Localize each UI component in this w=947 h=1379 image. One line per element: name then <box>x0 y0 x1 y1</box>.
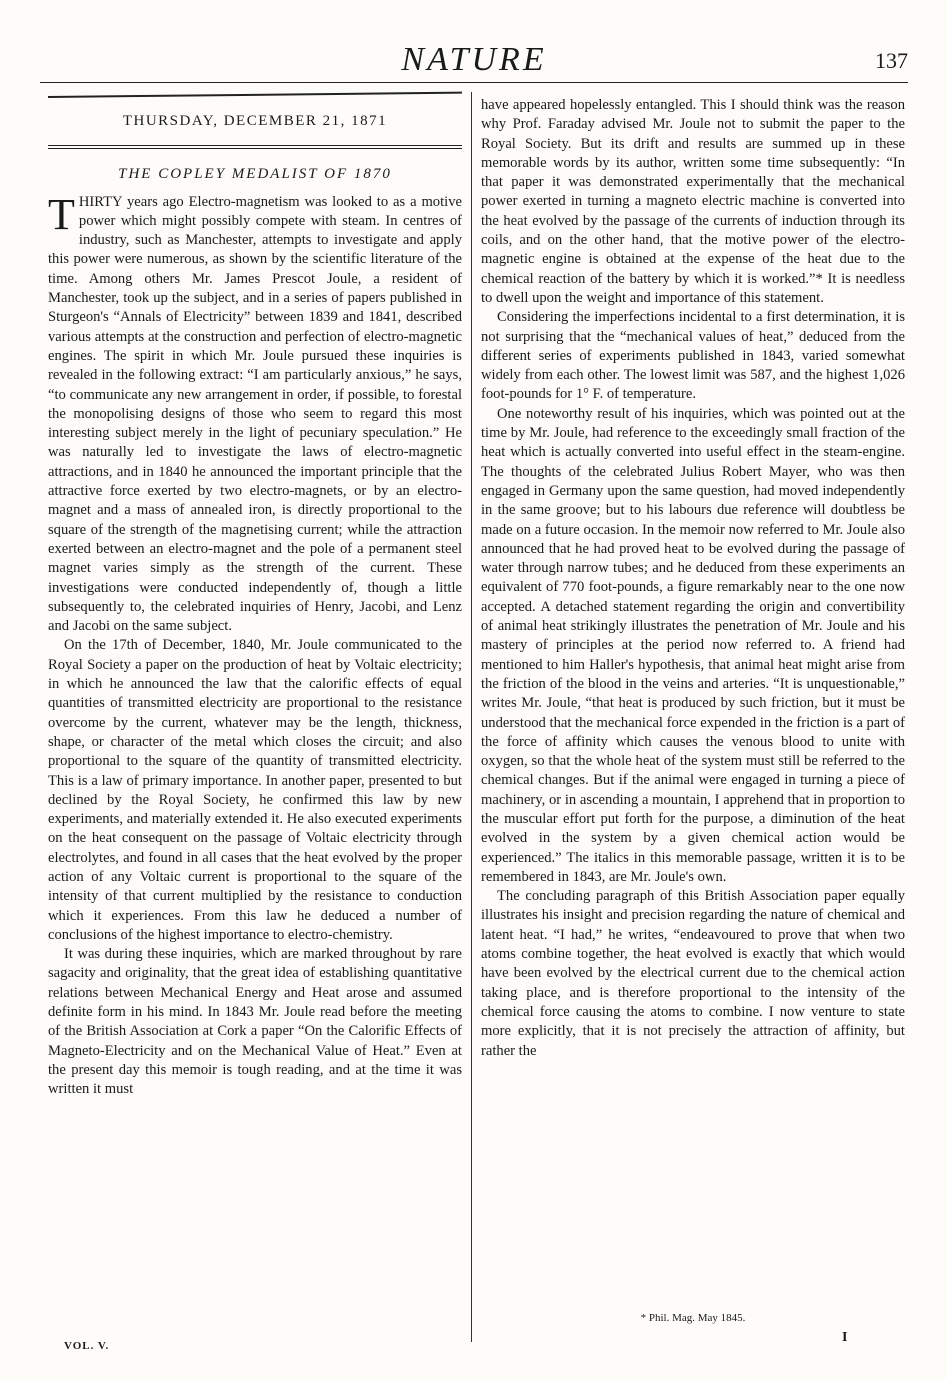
paragraph: One noteworthy result of his inquiries, which was pointed out at the time by Mr. Joule, had reference to the exceedingly small fraction of the heat which is actually converted into useful effect in the steam-engine. The thoughts of the celebrated Julius Robert Mayer, who was then engaged in Germany upon the same question, had moved independently in the same groove; but to his labours due reference will doubtless be made on a future occasion. In the memoir now referred to Mr. Joule also announced that he had proved heat to be evolved during the passage of water through narrow tubes; and he deduced from these experiments an equivalent of 770 foot-pounds, a figure remarkably near to the one now accepted. A detached statement regarding the origin and convertibility of animal heat strikingly illustrates the penetration of Mr. Joule and his mastery of principles at the period now referred to. A friend had mentioned to him Haller's hypothesis, that animal heat might arise from the friction of the blood in the veins and arteries. “It is unquestionable,” writes Mr. Joule, “that heat is produced by such friction, but it must be understood that the mechanical force expended in the friction is a part of the force of affinity which causes the venous blood to unite with oxygen, so that the whole heat of the system must still be referred to the chemical changes. But if the animal were engaged in turning a piece of machinery, or in ascending a mountain, I apprehend that in proportion to the muscular effort put forth for the purpose, a diminution of the heat evolved in the system by a given chemical action would be experienced.” The italics in this memorable passage, written it is to be remembered in 1843, are Mr. Joule's own. <box>481 405 905 885</box>
paragraph: have appeared hopelessly entangled. This I should think was the reason why Prof. Faraday advised Mr. Joule not to submit the paper to the Royal Society. But its drift and results are summed up in these memorable words by its author, written some time subsequently: “In that paper it was demonstrated experimentally that the mechanical power exerted in turning a magneto electric machine is converted into the heat evolved by the passage of the currents of induction through its coils, and on the other hand, that the motive power of the electro-magnetic engine is obtained at the expense of the heat due to the chemical reaction of the battery by which it is worked.”* It is needless to dwell upon the weight and importance of this statement. <box>481 97 905 306</box>
paragraph: Considering the imperfections incidental to a first determination, it is not surprising that the “mechanical values of heat,” deduced from the different series of experiments published in 1843, varied somewhat widely from each other. The lowest limit was 587, and the highest 1,026 foot-pounds for 1° F. of temperature. <box>481 309 905 403</box>
top-rule <box>48 92 462 98</box>
footnote: * Phil. Mag. May 1845. <box>640 1312 746 1324</box>
masthead <box>40 38 908 83</box>
paragraph: On the 17th of December, 1840, Mr. Joule communicated to the Royal Society a paper on the production of heat by Voltaic electricity; in which he announced the law that the calorific effects of equal quantities of transmitted electricity are proportional to the resistance overcome by the current, whatever may be the length, thickness, shape, or character of the metal which closes the circuit; and also proportional to the square of the quantity of transmitted electricity. This is a law of primary importance. In another paper, presented to but declined by the Royal Society, he confirmed this law by new experiments, and materially extended it. He also executed experiments on the heat consequent on the passage of Voltaic electricity through electrolytes, and found in all cases that the heat evolved by the proper action of any Voltaic current is proportional to the square of the intensity of that current multiplied by the resistance to conduction which it experiences. From this law he deduced a number of conclusions of the highest importance to electro-chemistry. <box>48 637 462 943</box>
paragraph: The concluding paragraph of this British Association paper equally illustrates his insight and precision regarding the nature of chemical and latent heat. “I had,” he writes, “endeavoured to prove that when two atoms combine together, the heat evolved is exactly that which would have been evolved by the electrical current due to the chemical action taking place, and is therefore proportional to the intensity of the chemical force causing the atoms to combine. I now venture to state more explicitly, that it is not precisely the attraction of affinity, but rather the <box>481 888 905 1059</box>
paragraph: It was during these inquiries, which are marked throughout by rare sagacity and originality, that the great idea of establishing quantitative relations between Mechanical Energy and Heat arose and assumed definite form in his mind. In 1843 Mr. Joule read before the meeting of the British Association at Cork a paper “On the Calorific Effects of Magneto-Electricity and on the Mechanical Value of Heat.” Even at the present day this memoir is tough reading, and at the time it was written it must <box>48 946 462 1098</box>
page-number: 137 <box>875 48 908 73</box>
right-column <box>481 96 905 1061</box>
dateline: THURSDAY, DECEMBER 21, 1871 <box>122 113 388 129</box>
volume-label: VOL. V. <box>64 1340 110 1352</box>
article-title: THE COPLEY MEDALIST OF 1870 <box>118 166 392 183</box>
double-rule <box>48 145 462 149</box>
left-column <box>48 96 462 1100</box>
column-divider <box>471 92 472 1342</box>
signature-mark: I <box>842 1330 848 1345</box>
paragraph: THIRTY years ago Electro-magnetism was looked to as a motive power which might possibly compete with steam. In centres of industry, such as Manchester, attempts to investigate and apply this power were numerous, as shown by the scientific literature of the time. Among others Mr. James Prescot Joule, a resident of Manchester, took up the subject, and in a series of papers published in Sturgeon's “Annals of Electricity” between 1839 and 1841, described various attempts at the construction and perfection of electro-magnetic engines. The spirit in which Mr. Joule pursued these inquiries is revealed in the following extract: “I am particularly anxious,” he says, “to communicate any new arrangement in order, if possible, to forestal the monopolising designs of those who seem to regard this most interesting subject merely in the light of pecuniary speculation.” He was naturally led to investigate the laws of electro-magnetic attractions, and in 1840 he announced the important principle that the attractive force exerted by two electro-magnets, or by an electro-magnet and a mass of annealed iron, is directly proportional to the square of the strength of the magnetising current; while the attraction exerted between an electro-magnet and the pole of a permanent steel magnet varies simply as the strength of the current. These investigations were conducted independently of, though a little subsequently to, the celebrated inquiries of Henry, Jacobi, and Lenz and Jacobi on the same subject. <box>48 189 462 635</box>
journal-title: NATURE <box>401 41 547 78</box>
dropcap: T <box>48 189 75 239</box>
